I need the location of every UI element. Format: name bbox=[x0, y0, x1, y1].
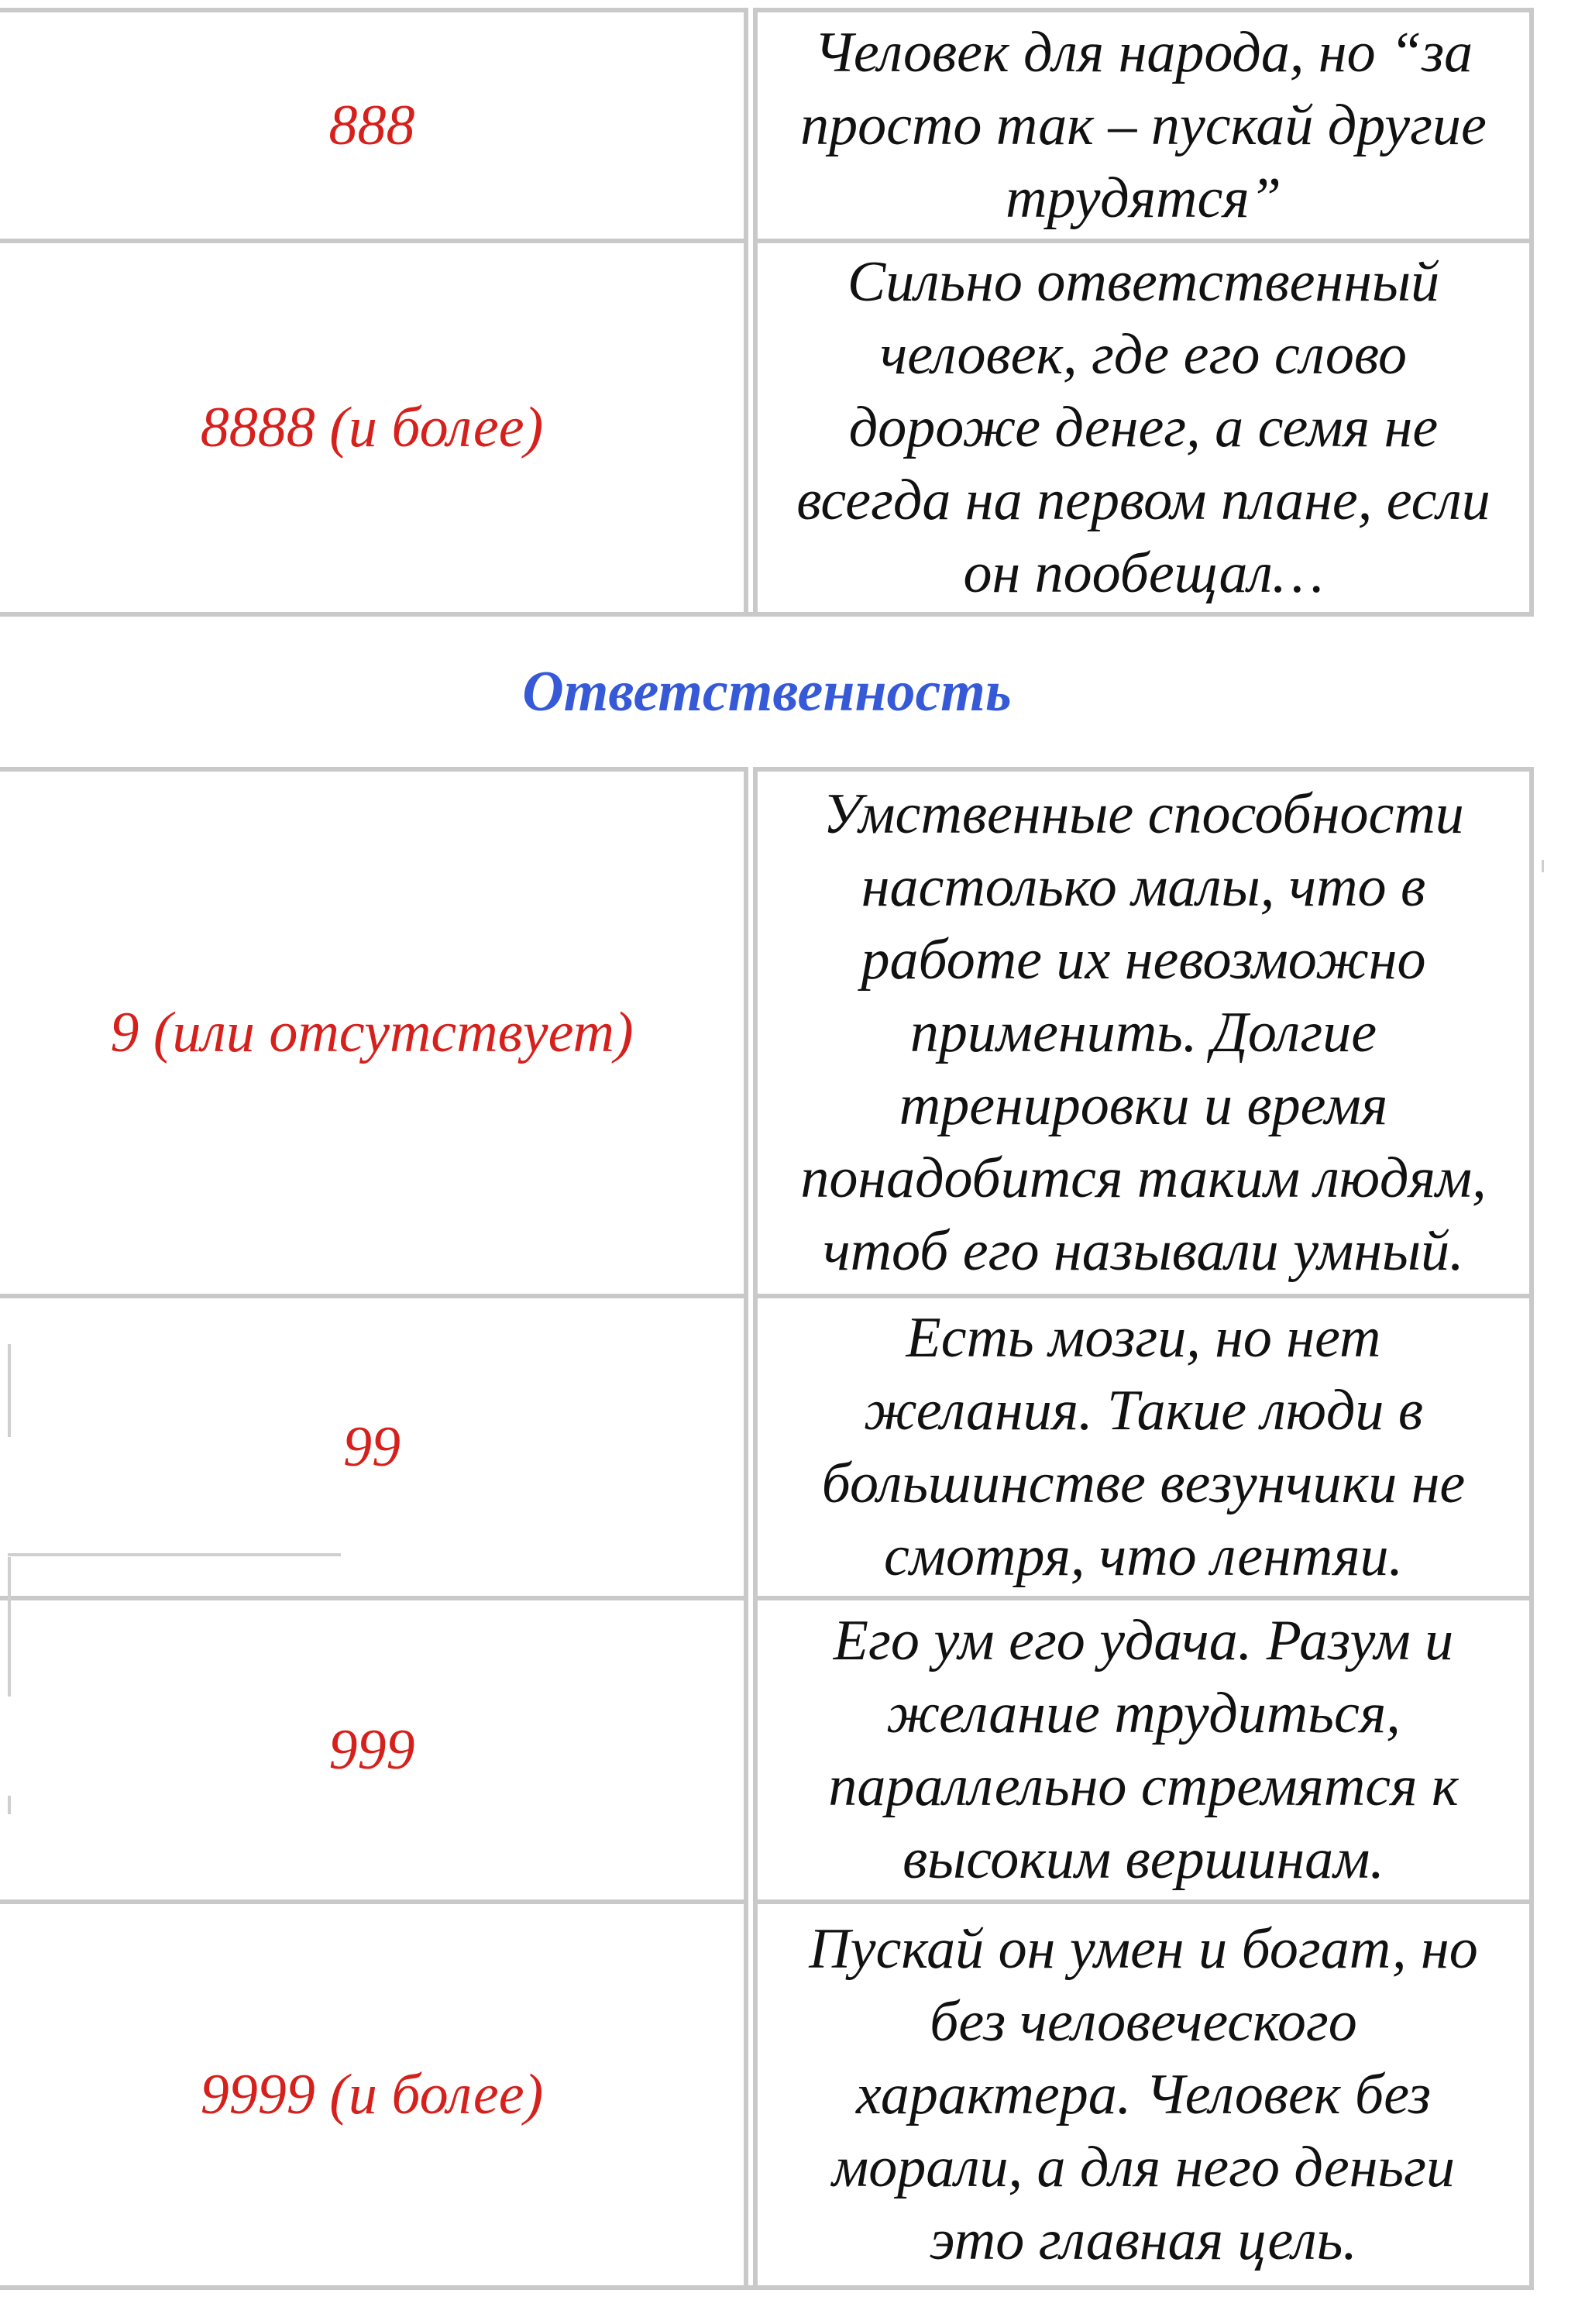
section-title: Ответственность bbox=[522, 659, 1012, 724]
description-cell bbox=[753, 1294, 1534, 1596]
section-header bbox=[0, 612, 1534, 767]
description-cell bbox=[753, 1596, 1534, 1899]
key-cell bbox=[0, 767, 748, 1294]
description-cell bbox=[753, 239, 1534, 612]
key-cell bbox=[0, 239, 748, 612]
key-cell bbox=[0, 8, 748, 239]
description-text: Пускай он умен и богат, но без человеческого характера. Человек без морали, а для него деньги это главная цель. bbox=[809, 1917, 1478, 2272]
key-value: 999 bbox=[328, 1718, 415, 1782]
key-cell bbox=[0, 1596, 748, 1899]
key-value: 888 bbox=[328, 94, 415, 157]
scan-artifact-line bbox=[8, 1344, 11, 1437]
scan-artifact-line bbox=[8, 1557, 11, 1697]
table-bottom-border bbox=[0, 2285, 1534, 2290]
key-cell bbox=[0, 1899, 748, 2285]
key-value: 9999 (и более) bbox=[200, 2063, 544, 2126]
key-cell bbox=[0, 1294, 748, 1596]
description-cell bbox=[753, 1899, 1534, 2285]
table-row bbox=[0, 8, 1534, 239]
description-cell bbox=[753, 767, 1534, 1294]
table-row bbox=[0, 1899, 1534, 2285]
description-text: Умственные способности настолько малы, что в работе их невозможно применить. Долгие тренировки и время понадобится таким людям, чтоб его называли умный. bbox=[800, 782, 1487, 1283]
table-row bbox=[0, 1294, 1534, 1596]
scan-artifact-line bbox=[8, 1796, 11, 1814]
key-value: 99 bbox=[343, 1415, 401, 1479]
description-text: Сильно ответственный человек, где его слово дороже денег, а семя не всегда на первом плане, если он пообещал… bbox=[796, 250, 1490, 605]
description-text: Есть мозги, но нет желания. Такие люди в большинстве везунчики не смотря, что лентяи. bbox=[821, 1306, 1466, 1588]
description-text: Его ум его удача. Разум и желание трудиться, параллельно стремятся к высоким вершинам. bbox=[828, 1609, 1459, 1891]
scan-artifact-line bbox=[1542, 860, 1544, 872]
table-row bbox=[0, 767, 1534, 1294]
scan-artifact-line bbox=[8, 1553, 341, 1556]
key-value: 9 (или отсутствует) bbox=[110, 1001, 634, 1064]
description-cell bbox=[753, 8, 1534, 239]
table-row bbox=[0, 1596, 1534, 1899]
description-text: Человек для народа, но “за просто так – пускай другие трудятся” bbox=[800, 21, 1487, 230]
table-row bbox=[0, 239, 1534, 612]
key-value: 8888 (и более) bbox=[200, 396, 544, 459]
